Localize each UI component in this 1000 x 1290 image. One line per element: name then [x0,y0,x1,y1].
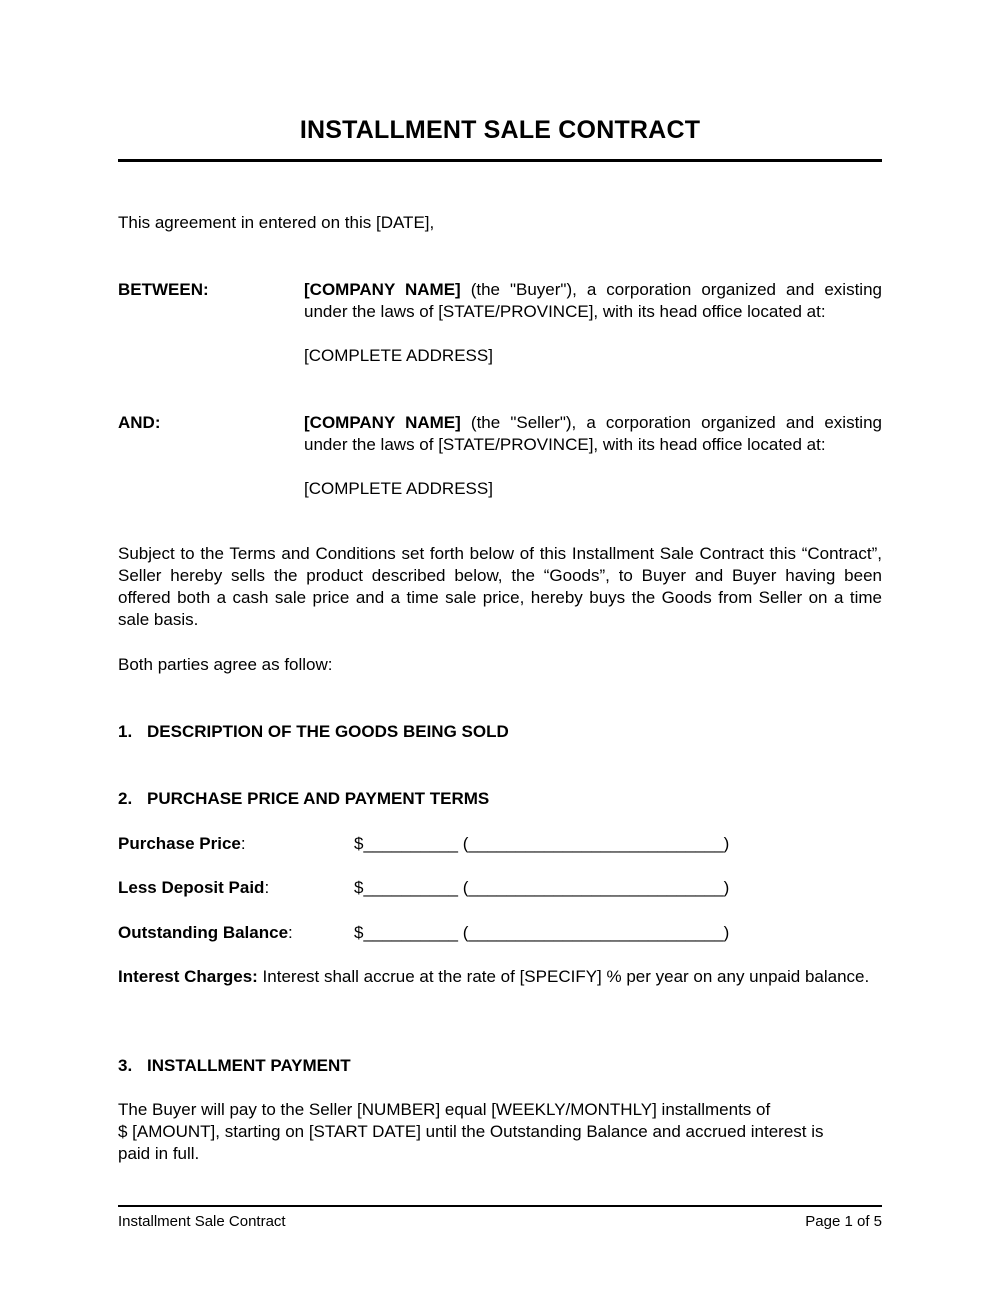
section-title: DESCRIPTION OF THE GOODS BEING SOLD [147,722,509,741]
between-label: BETWEEN: [118,280,209,299]
section-number: 1. [118,722,133,741]
section-title: PURCHASE PRICE AND PAYMENT TERMS [147,789,490,808]
seller-address: [COMPLETE ADDRESS] [304,479,493,498]
buyer-address: [COMPLETE ADDRESS] [304,346,493,365]
interest-label: Interest Charges: [118,967,258,986]
installment-line: paid in full. [118,1144,200,1163]
interest-charges-text [118,966,882,988]
seller-description: (the "Seller"), a corporation organized and existing under the laws of [STATE/PROVINCE], with its head office located at: [304,413,882,454]
section-number: 2. [118,789,133,808]
title-divider [118,159,882,162]
subject-paragraph: Subject to the Terms and Conditions set forth below of this Installment Sale Contract this “Contract”, Seller hereby sells the product described below, the “Goods”, to Buyer and Buyer having been offered both a cash sale price and a time sale price, hereby buys the Goods from Seller on a time sale basis. [118,544,882,629]
price-blank: $__________ (___________________________) [354,834,730,853]
price-label: Outstanding Balance: [118,923,293,942]
footer-divider [118,1205,882,1207]
interest-description: Interest shall accrue at the rate of [SPECIFY] % per year on any unpaid balance. [257,967,870,986]
section-heading [118,1055,351,1077]
price-row [118,922,882,944]
and-label: AND: [118,413,161,432]
price-label: Purchase Price: [118,834,246,853]
price-row [118,877,882,899]
price-blank: $__________ (___________________________) [354,878,730,897]
intro-text: This agreement in entered on this [DATE], [118,213,435,232]
section-number: 3. [118,1056,133,1075]
installment-line: The Buyer will pay to the Seller [NUMBER] equal [WEEKLY/MONTHLY] installments of [118,1100,771,1119]
footer-document-name: Installment Sale Contract [118,1213,286,1230]
buyer-company-name: [COMPANY NAME] [304,280,461,299]
price-row [118,833,882,855]
installment-paragraph [118,1099,882,1165]
buyer-description: (the "Buyer"), a corporation organized and existing under the laws of [STATE/PROVINCE], with its head office located at: [304,280,882,321]
section-title: INSTALLMENT PAYMENT [147,1056,351,1075]
section-heading [118,788,489,810]
price-blank: $__________ (___________________________) [354,923,730,942]
installment-line: $ [AMOUNT], starting on [START DATE] until the Outstanding Balance and accrued interest is [118,1122,824,1141]
buyer-party-text [304,279,882,323]
seller-party-text [304,412,882,456]
price-label: Less Deposit Paid: [118,878,270,897]
section-heading [118,721,509,743]
agree-text: Both parties agree as follow: [118,655,333,674]
footer-page-number: Page 1 of 5 [805,1213,882,1230]
seller-company-name: [COMPANY NAME] [304,413,461,432]
document-title: INSTALLMENT SALE CONTRACT [299,116,701,144]
